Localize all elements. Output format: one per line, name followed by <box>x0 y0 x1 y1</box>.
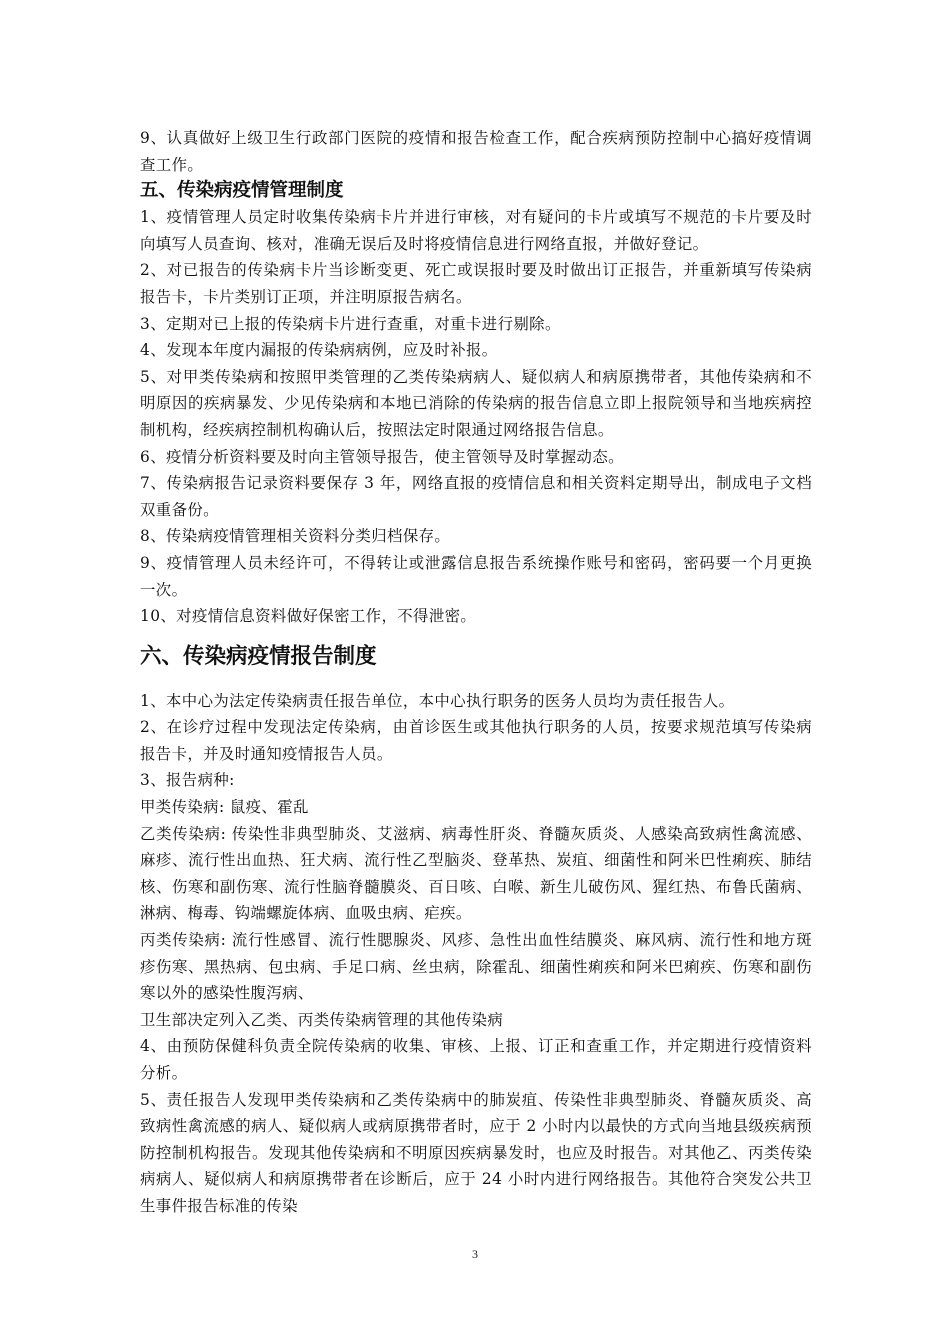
page-number: 3 <box>472 1247 478 1261</box>
list-item: 乙类传染病: 传染性非典型肺炎、艾滋病、病毒性肝炎、脊髓灰质炎、人感染高致病性禽流感、麻疹、流行性出血热、狂犬病、流行性乙型脑炎、登革热、炭疽、细菌性和阿米巴性痢疾、肺结核、伤寒和副伤寒、流行性脑脊髓膜炎、百日咳、白喉、新生儿破伤风、猩红热、布鲁氏菌病、淋病、梅毒、钩端螺旋体病、血吸虫病、疟疾。 <box>140 824 812 923</box>
list-item: 9、认真做好上级卫生行政部门医院的疫情和报告检查工作，配合疾病预防控制中心搞好疫情调查工作。 <box>140 129 812 174</box>
list-item: 甲类传染病: 鼠疫、霍乱 <box>140 798 309 817</box>
list-item: 4、由预防保健科负责全院传染病的收集、审核、上报、订正和查重工作，并定期进行疫情资料分析。 <box>140 1037 812 1082</box>
list-item: 2、对已报告的传染病卡片当诊断变更、死亡或误报时要及时做出订正报告，并重新填写传染病报告卡，卡片类别订正项，并注明原报告病名。 <box>140 261 812 306</box>
list-item: 1、疫情管理人员定时收集传染病卡片并进行审核，对有疑问的卡片或填写不规范的卡片要及时向填写人员查询、核对，准确无误后及时将疫情信息进行网络直报，并做好登记。 <box>140 208 812 253</box>
list-item: 3、定期对已上报的传染病卡片进行查重，对重卡进行剔除。 <box>140 314 561 333</box>
list-item: 丙类传染病: 流行性感冒、流行性腮腺炎、风疹、急性出血性结膜炎、麻风病、流行性和地方斑疹伤寒、黑热病、包虫病、手足口病、丝虫病，除霍乱、细菌性痢疾和阿米巴痢疾、伤寒和副伤寒以外的感染性腹泻病、 <box>140 931 812 1003</box>
list-item: 4、发现本年度内漏报的传染病病例，应及时补报。 <box>140 341 498 360</box>
section-heading-5: 五、传染病疫情管理制度 <box>140 180 344 202</box>
page-body <box>140 125 812 1220</box>
list-item: 6、疫情分析资料要及时向主管领导报告，使主管领导及时掌握动态。 <box>140 447 624 466</box>
section-heading-6: 六、传染病疫情报告制度 <box>140 643 377 669</box>
list-item: 5、责任报告人发现甲类传染病和乙类传染病中的肺炭疽、传染性非典型肺炎、脊髓灰质炎、高致病性禽流感的病人、疑似病人或病原携带者时，应于 2 小时内以最快的方式向当地县级疾病预防控制机构报告。发现其他传染病和不明原因疾病暴发时，也应及时报告。对其他乙、丙类传染病病人、疑似病人和病原携带者在诊断后，应于 24 小时内进行网络报告。其他符合突发公共卫生事件报告标准的传染 <box>140 1090 812 1215</box>
list-item: 9、疫情管理人员未经许可，不得转让或泄露信息报告系统操作账号和密码，密码要一个月更换一次。 <box>140 553 812 599</box>
list-item: 7、传染病报告记录资料要保存 3 年，网络直报的疫情信息和相关资料定期导出，制成电子文档双重备份。 <box>140 474 812 519</box>
list-item: 3、报告病种: <box>140 771 235 790</box>
list-item: 2、在诊疗过程中发现法定传染病，由首诊医生或其他执行职务的人员，按要求规范填写传染病报告卡，并及时通知疫情报告人员。 <box>140 718 812 763</box>
list-item: 8、传染病疫情管理相关资料分类归档保存。 <box>140 527 451 546</box>
list-item: 卫生部决定列入乙类、丙类传染病管理的其他传染病 <box>140 1010 504 1029</box>
list-item: 1、本中心为法定传染病责任报告单位，本中心执行职务的医务人员均为责任报告人。 <box>140 691 735 710</box>
list-item: 5、对甲类传染病和按照甲类管理的乙类传染病病人、疑似病人和病原携带者，其他传染病和不明原因的疾病暴发、少见传染病和本地已消除的传染病的报告信息立即上报院领导和当地疾病控制机构，经疾病控制机构确认后，按照法定时限通过网络报告信息。 <box>140 367 812 439</box>
list-item: 10、对疫情信息资料做好保密工作，不得泄密。 <box>140 607 477 626</box>
